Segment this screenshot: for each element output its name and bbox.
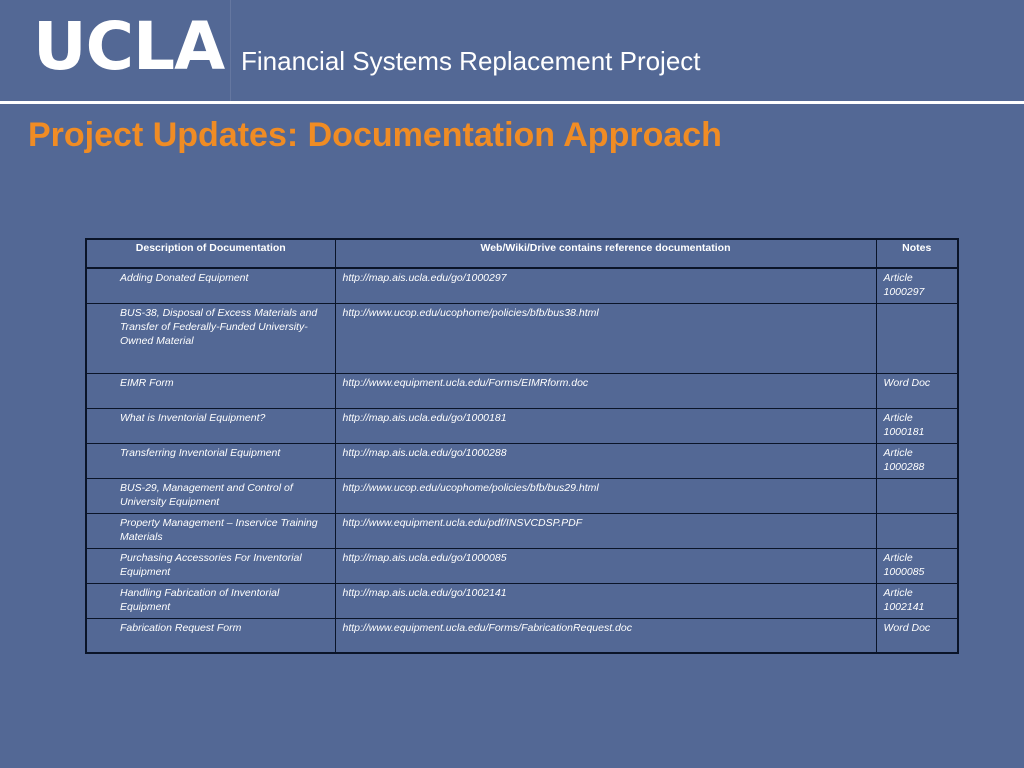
cell-description: Fabrication Request Form <box>86 618 335 653</box>
table-row <box>86 478 958 513</box>
column-header-reference: Web/Wiki/Drive contains reference documentation <box>335 239 876 268</box>
cell-description: Property Management – Inservice Training Materials <box>86 513 335 548</box>
cell-url[interactable]: http://map.ais.ucla.edu/go/1002141 <box>335 583 876 618</box>
cell-description: EIMR Form <box>86 373 335 408</box>
header-divider <box>0 101 1024 104</box>
cell-notes: Article 1000181 <box>876 408 958 443</box>
slide-title: Project Updates: Documentation Approach <box>28 116 722 154</box>
cell-description: Adding Donated Equipment <box>86 268 335 303</box>
cell-notes: Article 1000297 <box>876 268 958 303</box>
table-row <box>86 303 958 373</box>
cell-url[interactable]: http://www.ucop.edu/ucophome/policies/bfb/bus38.html <box>335 303 876 373</box>
cell-url[interactable]: http://www.equipment.ucla.edu/Forms/EIMRform.doc <box>335 373 876 408</box>
column-header-notes: Notes <box>876 239 958 268</box>
cell-notes <box>876 513 958 548</box>
cell-url[interactable]: http://www.ucop.edu/ucophome/policies/bfb/bus29.html <box>335 478 876 513</box>
ucla-logo: UCLA <box>33 8 225 85</box>
cell-url[interactable]: http://map.ais.ucla.edu/go/1000085 <box>335 548 876 583</box>
table-row <box>86 513 958 548</box>
cell-url[interactable]: http://www.equipment.ucla.edu/Forms/FabricationRequest.doc <box>335 618 876 653</box>
cell-notes <box>876 303 958 373</box>
cell-url[interactable]: http://www.equipment.ucla.edu/pdf/INSVCDSP.PDF <box>335 513 876 548</box>
logo-area <box>0 0 231 101</box>
slide-header <box>0 0 1024 101</box>
cell-description: Handling Fabrication of Inventorial Equipment <box>86 583 335 618</box>
cell-notes: Word Doc <box>876 618 958 653</box>
table-row <box>86 443 958 478</box>
cell-url[interactable]: http://map.ais.ucla.edu/go/1000288 <box>335 443 876 478</box>
cell-url[interactable]: http://map.ais.ucla.edu/go/1000297 <box>335 268 876 303</box>
cell-notes: Article 1000085 <box>876 548 958 583</box>
cell-description: Purchasing Accessories For Inventorial Equipment <box>86 548 335 583</box>
cell-description: BUS-38, Disposal of Excess Materials and Transfer of Federally-Funded University-Owned Material <box>86 303 335 373</box>
cell-description: BUS-29, Management and Control of University Equipment <box>86 478 335 513</box>
table-header-row <box>86 239 958 268</box>
cell-notes: Word Doc <box>876 373 958 408</box>
table-row <box>86 408 958 443</box>
cell-description: Transferring Inventorial Equipment <box>86 443 335 478</box>
table-row <box>86 548 958 583</box>
cell-url[interactable]: http://map.ais.ucla.edu/go/1000181 <box>335 408 876 443</box>
column-header-description: Description of Documentation <box>86 239 335 268</box>
cell-notes: Article 1002141 <box>876 583 958 618</box>
table-row <box>86 618 958 653</box>
cell-notes <box>876 478 958 513</box>
table-row <box>86 583 958 618</box>
table-row <box>86 373 958 408</box>
project-name: Financial Systems Replacement Project <box>241 46 701 76</box>
cell-notes: Article 1000288 <box>876 443 958 478</box>
cell-description: What is Inventorial Equipment? <box>86 408 335 443</box>
table-row <box>86 268 958 303</box>
documentation-table <box>85 238 959 654</box>
